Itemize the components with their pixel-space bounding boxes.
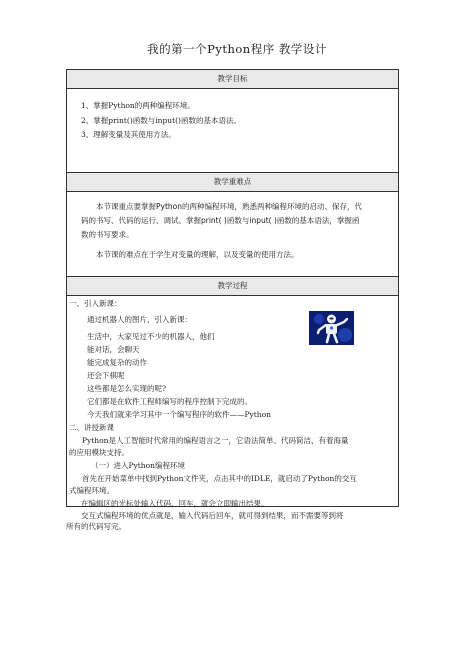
process-line: Python是人工智能时代常用的编程语言之一，它语法简单、代码简洁，有着海量	[82, 436, 349, 445]
difficulty-paragraph-2: 本节课的难点在于学生对变量的理解，以及变量的使用方法。	[96, 250, 299, 259]
process-line: 它们都是在软件工程师编写的程序控制下完成的。	[87, 397, 252, 406]
difficulty-section	[67, 192, 398, 277]
goals-header: 教学目标	[67, 70, 398, 89]
robot-image	[309, 311, 354, 345]
goal-item: 1、掌握Python的两种编程环境。	[81, 101, 195, 110]
goal-item: 2、掌握print()函数与input()函数的基本语法。	[81, 115, 241, 125]
lesson-plan-table	[66, 69, 399, 507]
process-line: 这些都是怎么实现的呢?	[87, 384, 167, 393]
process-line: 式编程环境。	[69, 486, 114, 495]
process-line: 二、讲授新课	[69, 423, 114, 432]
difficulty-paragraph-1	[81, 200, 386, 242]
process-line: 通过机器人的图片，引入新课：	[87, 315, 192, 324]
document-title: 我的第一个Python程序 教学设计	[147, 42, 327, 56]
process-line: 今天我们就来学习其中一个编写程序的软件——Python	[87, 410, 271, 419]
process-line: 的应用模块支持。	[69, 448, 129, 457]
process-line: 交互式编程环境的优点就是，输入代码后回车，就可得到结果，而不需要等到将	[81, 510, 344, 520]
process-line: 能对话，会聊天	[87, 345, 140, 354]
process-section	[67, 296, 398, 506]
process-continuation	[66, 498, 399, 533]
difficulty-line: 数的书写要求。	[81, 230, 134, 239]
process-line: 首先在开始菜单中找到Python文件夹，点击其中的IDLE，就启动了Python的交互	[82, 474, 357, 483]
difficulty-line: 本节课重点要掌握Python的两种编程环境，熟悉两种编程环境的启动、保存，代	[96, 202, 362, 211]
process-line: 一、引入新课：	[69, 299, 122, 308]
process-line: 还会下棋呢	[87, 371, 125, 380]
process-line: 能完成复杂的动作	[87, 358, 147, 367]
difficulty-line: 码的书写、代码的运行、调试。掌握print( )函数与input( )函数的基本语法，掌握函	[81, 216, 360, 225]
process-line: 生活中，大家见过不少的机器人，他们	[87, 332, 215, 341]
goals-section	[67, 89, 398, 173]
goal-item: 3、理解变量及其使用方法。	[81, 130, 176, 139]
process-line: （一）进入Python编程环境	[91, 461, 185, 470]
process-header: 教学过程	[67, 277, 398, 296]
process-line: 在编辑区的光标处输入代码，回车，就会立即输出结果。	[81, 499, 269, 508]
difficulty-header: 教学重难点	[67, 173, 398, 192]
process-line: 所有的代码写完。	[66, 522, 126, 531]
